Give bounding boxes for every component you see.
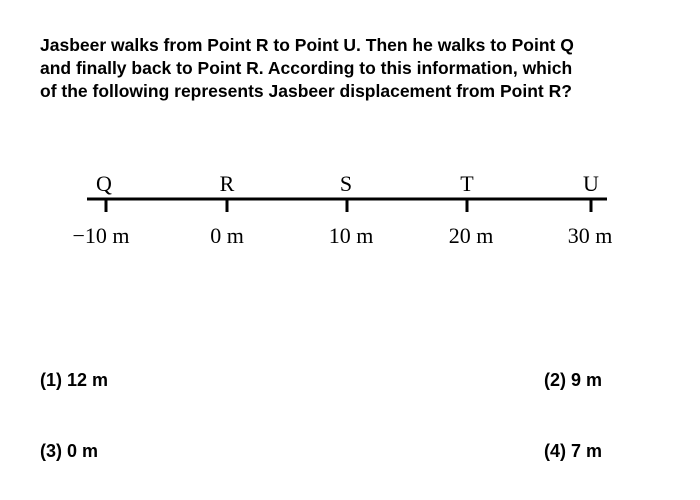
number-line-figure <box>0 160 700 260</box>
point-label-u: U <box>583 171 599 196</box>
value-label-u: 30 m <box>567 223 613 248</box>
point-label-t: T <box>460 171 474 196</box>
value-label-t: 20 m <box>448 223 494 248</box>
question-line: Jasbeer walks from Point R to Point U. Then he walks to Point Q <box>40 35 574 55</box>
question-line: and finally back to Point R. According to this information, which <box>40 58 573 78</box>
option-1[interactable]: (1) 12 m <box>40 370 109 390</box>
value-label-r: 0 m <box>210 223 244 248</box>
question-text <box>40 34 680 103</box>
option-3[interactable]: (3) 0 m <box>40 441 99 461</box>
point-label-q: Q <box>96 171 112 196</box>
point-label-r: R <box>219 171 235 196</box>
option-2[interactable]: (2) 9 m <box>544 370 603 390</box>
number-line <box>0 160 700 260</box>
value-label-s: 10 m <box>328 223 374 248</box>
point-label-s: S <box>339 171 353 196</box>
question-line: of the following represents Jasbeer displacement from Point R? <box>40 81 572 101</box>
value-label-q: −10 m <box>72 223 130 248</box>
option-4[interactable]: (4) 7 m <box>544 441 603 461</box>
